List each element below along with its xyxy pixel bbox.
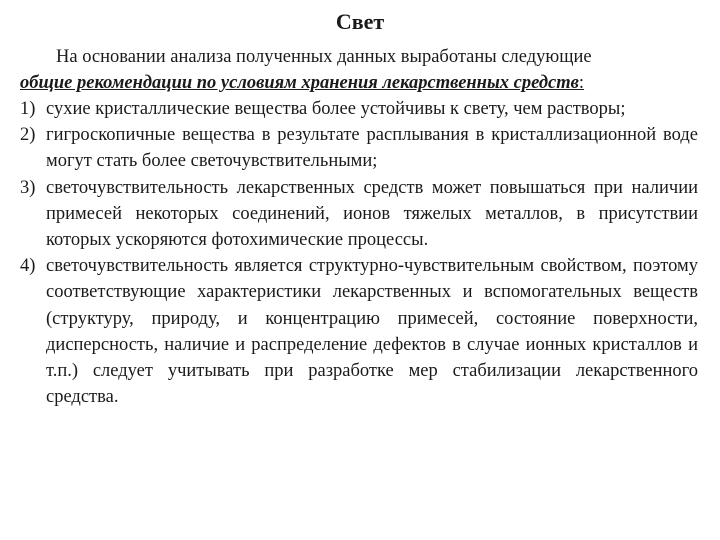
list-item-text: гигроскопичные вещества в результате расплывания в кристаллизационной воде могут стать более светочувствительными; bbox=[46, 125, 698, 172]
slide-title: Свет bbox=[335, 9, 385, 34]
list-item bbox=[20, 96, 698, 122]
recommendations-heading-text: общие рекомендации по условиям хранения лекарственных средств bbox=[20, 73, 579, 93]
intro-line bbox=[20, 44, 698, 70]
recommendations-list bbox=[20, 96, 698, 410]
list-item bbox=[20, 175, 698, 254]
recommendations-heading bbox=[20, 70, 698, 96]
list-item-number: 3) bbox=[20, 177, 36, 198]
list-item bbox=[20, 122, 698, 174]
list-item-number: 2) bbox=[20, 125, 36, 146]
list-item-text: сухие кристаллические вещества более устойчивы к свету, чем растворы; bbox=[46, 99, 626, 119]
intro-text: На основании анализа полученных данных выработаны следующие bbox=[56, 47, 592, 67]
intro-paragraph bbox=[20, 44, 698, 96]
recommendations-heading-colon: : bbox=[578, 73, 585, 93]
list-item-number: 1) bbox=[20, 99, 36, 119]
list-item-text: светочувствительность является структурно-чувствительным свойством, поэтому соответствующие характеристики лекарственных и вспомогательных веществ (структуру, природу, и концентрацию примесей, состояние поверхности, дисперсность, наличие и распределение дефектов в случае ионных кристаллов и т.п.) следует учитывать при разработке мер стабилизации лекарственного средства. bbox=[46, 256, 698, 408]
list-item-number: 4) bbox=[20, 256, 36, 277]
list-item-text: светочувствительность лекарственных средств может повышаться при наличии примесей некоторых соединений, ионов тяжелых металлов, в присутствии которых ускоряются фотохимические процессы. bbox=[46, 177, 698, 251]
list-item bbox=[20, 253, 698, 410]
